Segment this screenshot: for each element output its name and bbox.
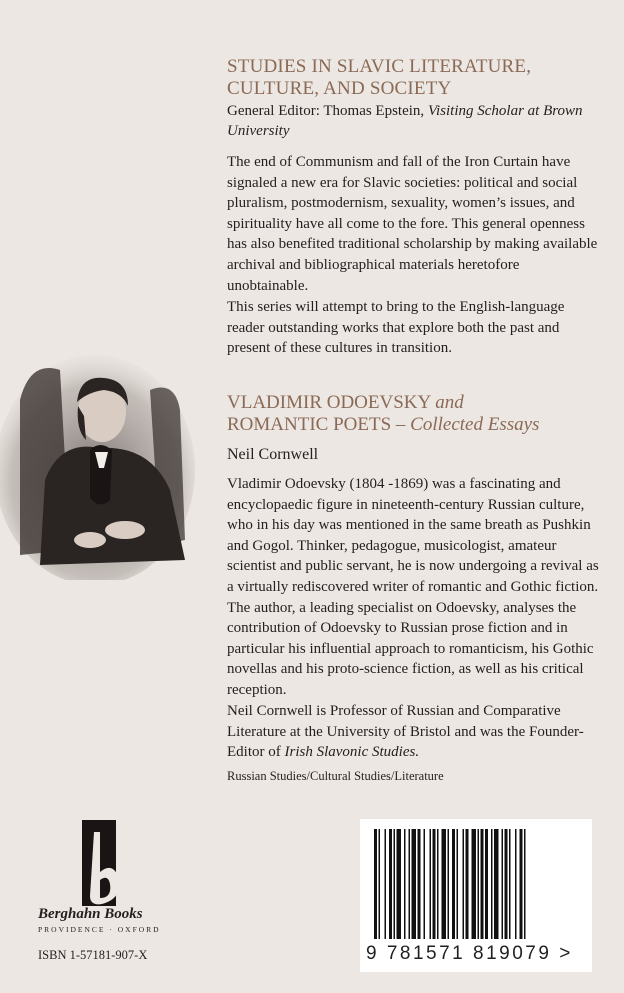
barcode-bar	[424, 829, 426, 939]
barcode-bars	[370, 829, 582, 939]
barcode-bar	[463, 829, 465, 939]
author-bio-text: Neil Cornwell is Professor of Russian and Comparative Literature at the University of Bristol and was the Founder-Editor of	[227, 703, 584, 761]
series-editor	[227, 101, 599, 141]
barcode-bar	[515, 829, 517, 939]
series-title	[227, 56, 599, 100]
barcode-bar	[457, 829, 459, 939]
book-title-part1: VLADIMIR ODOEVSKY	[227, 392, 436, 413]
barcode-bar	[502, 829, 504, 939]
editor-name: General Editor: Thomas Epstein,	[227, 103, 428, 119]
barcode-bar	[397, 829, 402, 939]
portrait-image	[0, 340, 196, 580]
barcode-bar	[385, 829, 387, 939]
book-title-and: and	[435, 392, 464, 413]
barcode-digits: 9 781571 819079 >	[366, 943, 573, 964]
barcode-bar	[374, 829, 377, 939]
barcode-bar	[437, 829, 439, 939]
publisher-name: Berghahn Books	[38, 906, 143, 922]
editor-affiliation: Visiting Scholar at Brown University	[227, 103, 583, 139]
barcode-bar	[409, 829, 411, 939]
series-paragraph-2: This series will attempt to bring to the English-language reader outstanding works that explore both the past and present of these cultures in transition.	[227, 299, 565, 357]
barcode-bar	[412, 829, 417, 939]
barcode	[360, 819, 592, 972]
barcode-bar	[404, 829, 406, 939]
series-title-line1: STUDIES IN SLAVIC LITERATURE,	[227, 56, 532, 77]
barcode-bar	[394, 829, 396, 939]
book-author: Neil Cornwell	[227, 446, 319, 463]
barcode-bar	[509, 829, 511, 939]
barcode-bar	[430, 829, 432, 939]
series-title-line2: CULTURE, AND SOCIETY	[227, 78, 452, 99]
series-paragraph-1: The end of Communism and fall of the Iron Curtain have signaled a new era for Slavic societies: political and social pluralism, postmodernism, sexuality, women’s issues, and spirituality have all come to the fore. This general openness has also benefited traditional scholarship by making available archival and bibliographical materials heretofore unobtainable.	[227, 154, 598, 294]
barcode-bar	[452, 829, 455, 939]
barcode-bar	[466, 829, 469, 939]
book-title-subtitle: Collected Essays	[410, 414, 540, 435]
barcode-bar	[389, 829, 392, 939]
barcode-bar	[418, 829, 421, 939]
barcode-bar	[481, 829, 484, 939]
barcode-bar	[494, 829, 499, 939]
barcode-bar	[524, 829, 526, 939]
author-bio	[227, 701, 599, 763]
barcode-bar	[491, 829, 493, 939]
barcode-bar	[379, 829, 381, 939]
barcode-bar	[505, 829, 508, 939]
book-title	[227, 392, 599, 436]
barcode-bar	[448, 829, 450, 939]
isbn-text: ISBN 1-57181-907-X	[38, 948, 148, 962]
barcode-bar	[433, 829, 436, 939]
author-bio-journal: Irish Slavonic Studies.	[284, 744, 420, 761]
barcode-bar	[478, 829, 480, 939]
berghahn-logo-icon	[38, 820, 168, 920]
barcode-bar	[485, 829, 488, 939]
subject-categories: Russian Studies/Cultural Studies/Literature	[227, 769, 444, 783]
book-description: Vladimir Odoevsky (1804 -1869) was a fascinating and encyclopaedic figure in nineteenth-century Russian culture, who in his day was mentioned in the same breath as Pushkin and Gogol. Thinker, pedagogue, musicologist, amateur scientist and public servant, he is now undergoing a revival as a virtually rediscovered writer of romantic and Gothic fiction. The author, a leading specialist on Odoevsky, analyses the contribution of Odoevsky to Russian prose fiction and in particular his influential approach to romanticism, his Gothic novellas and his proto-science fiction, as well as his critical reception.	[227, 476, 599, 698]
barcode-bar	[472, 829, 477, 939]
book-title-part2: ROMANTIC POETS –	[227, 414, 411, 435]
barcode-bar	[520, 829, 523, 939]
barcode-bar	[442, 829, 447, 939]
publisher-places: PROVIDENCE · OXFORD	[38, 925, 161, 934]
